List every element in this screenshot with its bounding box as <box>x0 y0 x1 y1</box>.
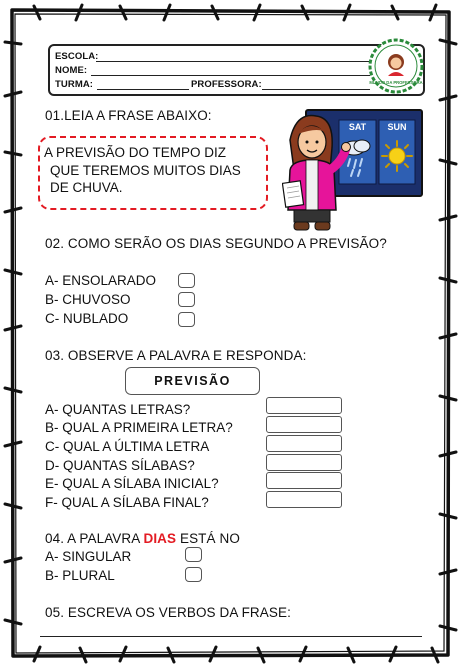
q4-title-before: 04. A PALAVRA <box>45 531 144 546</box>
q3-answer-c[interactable] <box>266 435 342 452</box>
q2-title: 02. COMO SERÃO OS DIAS SEGUNDO A PREVISÃO? <box>45 236 387 251</box>
board-label-sun: SUN <box>387 122 407 132</box>
q3-answer-d[interactable] <box>266 454 342 471</box>
q3-item-c: C- QUAL A ÚLTIMA LETRA <box>45 439 210 454</box>
q2-checkbox-c[interactable] <box>178 312 195 327</box>
turma-line <box>97 89 189 90</box>
sentence-line: DE CHUVA. <box>50 180 123 195</box>
professora-label: PROFESSORA: <box>191 79 262 90</box>
nome-field[interactable] <box>55 65 87 76</box>
sentence-text <box>44 144 266 197</box>
board-label-sat: SAT <box>348 122 367 132</box>
nome-line <box>91 75 370 76</box>
escola-field[interactable] <box>55 51 98 62</box>
q3-item-f: F- QUAL A SÍLABA FINAL? <box>45 495 209 510</box>
q3-item-b: B- QUAL A PRIMEIRA LETRA? <box>45 420 233 435</box>
professora-field[interactable] <box>191 79 262 90</box>
nome-label: NOME: <box>55 65 88 76</box>
q5-title: 05. ESCREVA OS VERBOS DA FRASE: <box>45 605 291 620</box>
q3-item-e: E- QUAL A SÍLABA INICIAL? <box>45 476 219 491</box>
sun-icon <box>382 141 412 171</box>
q3-item-a: A- QUANTAS LETRAS? <box>45 402 191 417</box>
q2-checkbox-a[interactable] <box>178 273 195 288</box>
q2-option-a: A- ENSOLARADO <box>45 273 157 288</box>
q3-answer-b[interactable] <box>266 416 342 433</box>
escola-label: ESCOLA: <box>55 51 99 62</box>
q4-title <box>45 531 240 546</box>
logo-text: MUNDO DA PROFESSORA <box>369 80 423 85</box>
q2-checkbox-b[interactable] <box>178 292 195 307</box>
q4-option-b: B- PLURAL <box>45 568 115 583</box>
teacher-weather-illustration <box>282 104 424 234</box>
turma-label: TURMA: <box>55 79 94 90</box>
q3-answer-a[interactable] <box>266 397 342 414</box>
q4-option-a: A- SINGULAR <box>45 549 132 564</box>
professora-line <box>262 89 370 90</box>
q3-answer-f[interactable] <box>266 491 342 508</box>
q4-checkbox-b[interactable] <box>185 567 202 582</box>
q4-checkbox-a[interactable] <box>185 547 202 562</box>
logo-badge <box>368 38 424 94</box>
q1-title: 01.LEIA A FRASE ABAIXO: <box>45 108 212 123</box>
q3-item-d: D- QUANTAS SÍLABAS? <box>45 458 195 473</box>
q2-option-c: C- NUBLADO <box>45 311 129 326</box>
turma-field[interactable] <box>55 79 93 90</box>
q2-option-b: B- CHUVOSO <box>45 292 131 307</box>
q3-answer-e[interactable] <box>266 472 342 489</box>
q3-title: 03. OBSERVE A PALAVRA E RESPONDA: <box>45 348 307 363</box>
q4-title-after: ESTÁ NO <box>176 531 240 546</box>
q5-answer-line[interactable] <box>40 636 422 637</box>
q4-title-word: DIAS <box>143 531 177 546</box>
word-box: PREVISÃO <box>125 367 260 395</box>
escola-line <box>96 61 370 62</box>
sentence-line: A PREVISÃO DO TEMPO DIZ <box>44 145 227 160</box>
sentence-line: QUE TEREMOS MUITOS DIAS <box>50 162 241 178</box>
